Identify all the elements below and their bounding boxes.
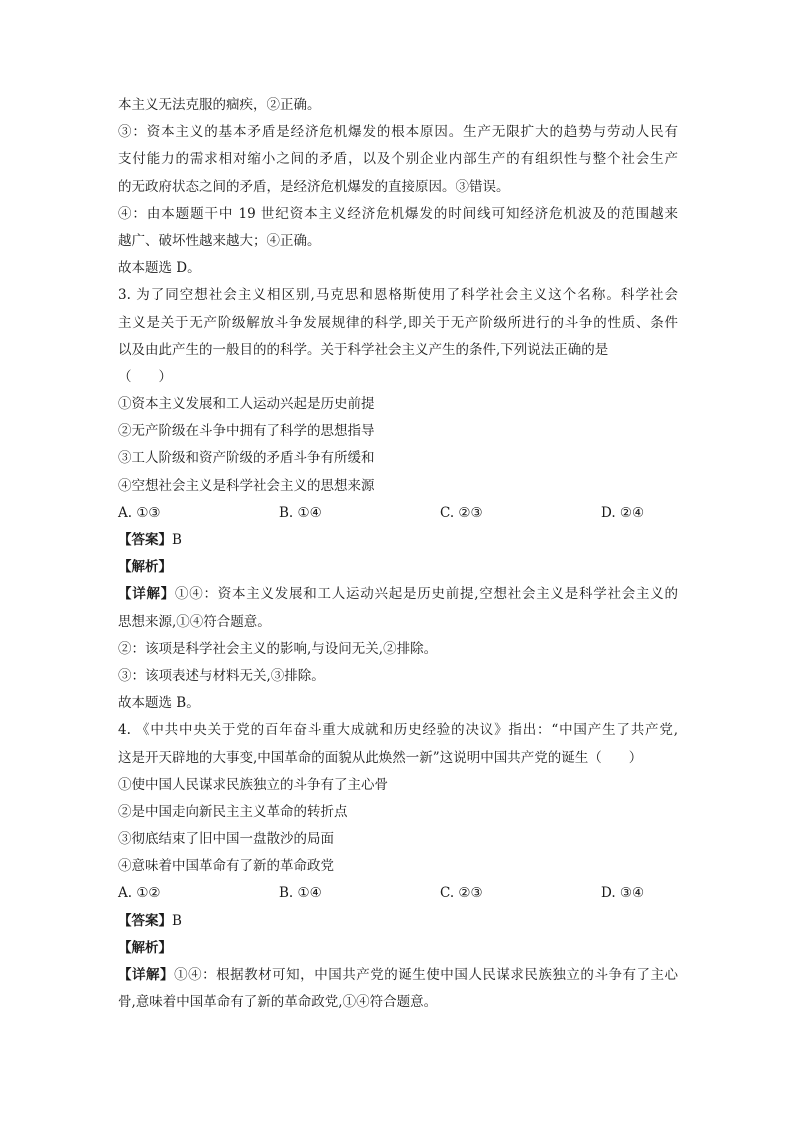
detail-line: 骨,意味着中国革命有了新的革命政党,①④符合题意。 — [118, 994, 438, 1011]
detail-tag: 【详解】 — [118, 967, 175, 983]
text-line: 本主义无法克服的痼疾，②正确。 — [118, 97, 321, 113]
detail-tag: 【详解】 — [118, 586, 175, 603]
detail-line — [118, 581, 678, 608]
answer-value: B — [172, 912, 182, 929]
option-a: A. ①② — [118, 885, 161, 902]
question-4-item: ③彻底结束了旧中国一盘散沙的局面 — [118, 831, 334, 848]
option-b: B. ①④ — [279, 885, 322, 902]
question-4-item: ②是中国走向新民主主义革命的转折点 — [118, 803, 348, 820]
question-4-item: ①使中国人民谋求民族独立的斗争有了主心骨 — [118, 776, 388, 793]
conclusion-line: 故本题选 D。 — [118, 260, 201, 277]
answer-line — [118, 908, 678, 935]
answer-tag: 【答案】 — [118, 912, 172, 929]
text-line: 越广、破坏性越来越大；④正确。 — [118, 232, 321, 249]
question-4-options — [118, 880, 678, 907]
question-3-stem: 以及由此产生的一般目的的科学。关于科学社会主义产生的条件,下列说法正确的是 — [118, 341, 609, 358]
conclusion-line: 故本题选 B。 — [118, 695, 200, 712]
option-d: D. ②④ — [601, 504, 645, 521]
text-line: ④：由本题题干中 19 世纪资本主义经济危机爆发的时间线可知经济危机波及的范围越来 — [118, 205, 678, 222]
detail-line — [118, 962, 678, 989]
text-line: 的无政府状态之间的矛盾，是经济危机爆发的直接原因。③错误。 — [118, 178, 510, 195]
question-3-item: ④空想社会主义是科学社会主义的思想来源 — [118, 477, 375, 494]
text-line: ③：资本主义的基本矛盾是经济危机爆发的根本原因。生产无限扩大的趋势与劳动人民有 — [118, 124, 678, 141]
question-3-item: ①资本主义发展和工人运动兴起是历史前提 — [118, 396, 375, 413]
detail-line: ③：该项表述与材料无关,③排除。 — [118, 667, 325, 684]
question-4-item: ④意味着中国革命有了新的革命政党 — [118, 858, 334, 875]
option-b: B. ①④ — [279, 504, 322, 521]
question-3-stem: 主义是关于无产阶级解放斗争发展规律的科学,即关于无产阶级所进行的斗争的性质、条件 — [118, 314, 678, 331]
option-c: C. ②③ — [440, 885, 483, 902]
option-c: C. ②③ — [440, 504, 483, 521]
detail-line: ②：该项是科学社会主义的影响,与设问无关,②排除。 — [118, 640, 438, 657]
analysis-tag: 【解析】 — [118, 939, 172, 956]
analysis-tag: 【解析】 — [118, 559, 172, 576]
detail-line: 思想来源,①④符合题意。 — [118, 613, 271, 630]
option-d: D. ③④ — [601, 885, 645, 902]
question-4-stem: 4. 《中共中央关于党的百年奋斗重大成就和历史经验的决议》指出：“中国产生了共产党, — [118, 722, 678, 739]
answer-value: B — [172, 532, 182, 548]
question-4-stem: 这是开天辟地的大事变,中国革命的面貌从此焕然一新”这说明中国共产党的诞生（ ） — [118, 749, 643, 766]
question-3-options — [118, 500, 678, 527]
detail-text: ①④：根据教材可知，中国共产党的诞生使中国人民谋求民族独立的斗争有了主心 — [174, 967, 679, 983]
question-3-item: ③工人阶级和资产阶级的矛盾斗争有所缓和 — [118, 450, 375, 467]
question-3-stem: 3. 为了同空想社会主义相区别,马克思和恩格斯使用了科学社会主义这个名称。科学社会 — [118, 287, 678, 304]
detail-text: ①④：资本主义发展和工人运动兴起是历史前提,空想社会主义是科学社会主义的 — [175, 586, 678, 603]
option-a: A. ①③ — [118, 504, 161, 521]
text-line: 支付能力的需求相对缩小之间的矛盾，以及个别企业内部生产的有组织性与整个社会生产 — [118, 151, 678, 168]
answer-tag: 【答案】 — [118, 532, 172, 548]
question-3-item: ②无产阶级在斗争中拥有了科学的思想指导 — [118, 423, 375, 440]
document-page — [118, 92, 678, 1016]
question-3-bracket: （ ） — [118, 368, 172, 385]
answer-line — [118, 527, 678, 554]
